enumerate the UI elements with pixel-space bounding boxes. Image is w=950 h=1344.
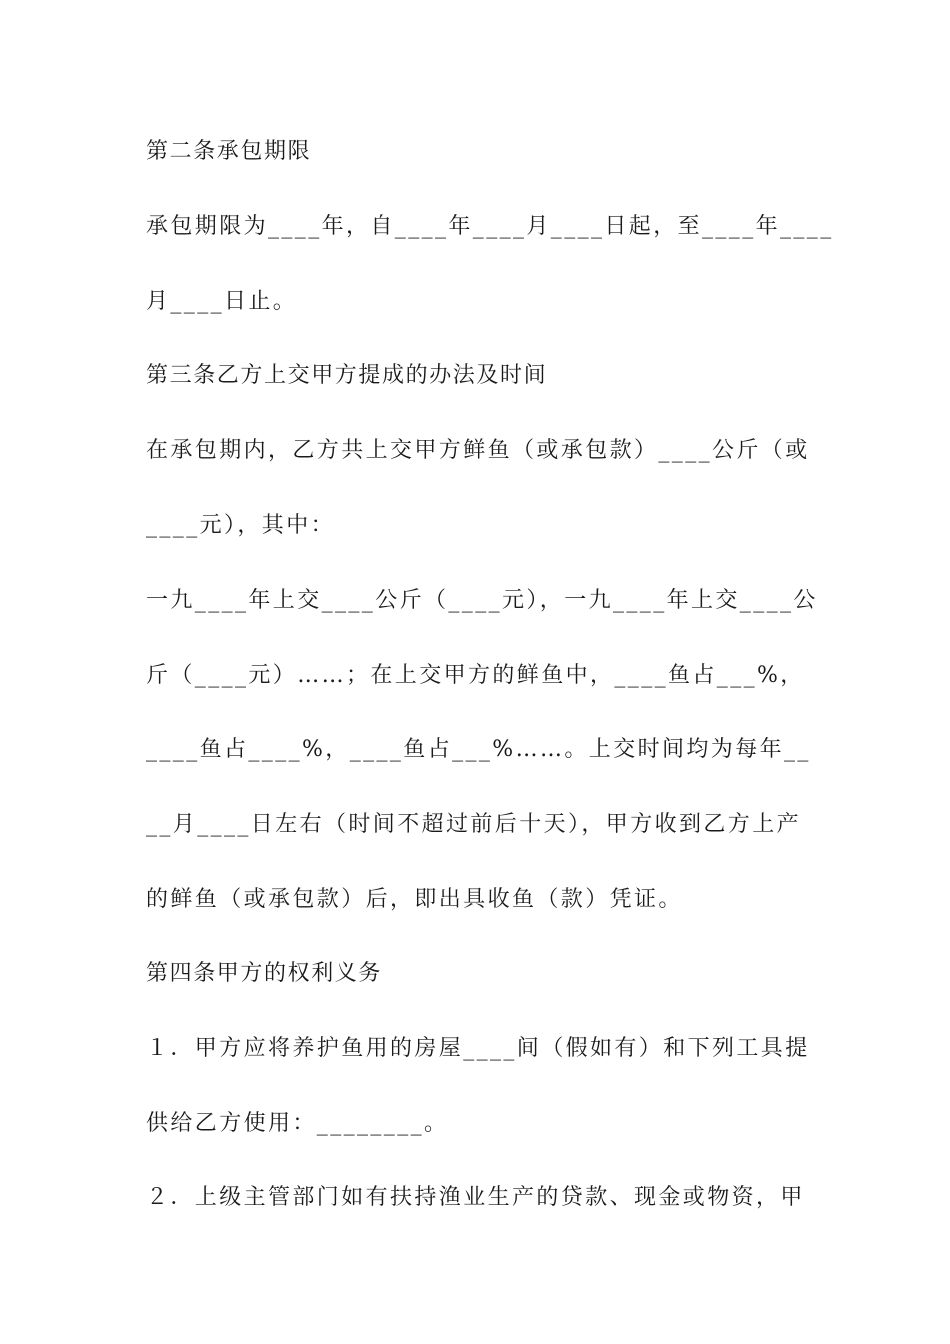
article-3-heading: 第三条乙方上交甲方提成的办法及时间 — [146, 363, 548, 388]
text-line: __月____日左右（时间不超过前后十天），甲方收到乙方上产 — [146, 812, 802, 837]
article-4-heading: 第四条甲方的权利义务 — [146, 961, 383, 986]
text-line: １．甲方应将养护鱼用的房屋____间（假如有）和下列工具提 — [146, 1036, 810, 1061]
text-line: ２．上级主管部门如有扶持渔业生产的贷款、现金或物资，甲 — [146, 1185, 805, 1210]
text-line: 月____日止。 — [146, 289, 298, 314]
text-line: 在承包期内，乙方共上交甲方鲜鱼（或承包款）____公斤（或 — [146, 438, 810, 463]
text-line: ____元），其中： — [146, 513, 336, 538]
text-line: ____鱼占____%，____鱼占___%……。上交时间均为每年__ — [146, 737, 811, 762]
text-line: 的鲜鱼（或承包款）后，即出具收鱼（款）凭证。 — [146, 887, 683, 912]
text-line: 斤（____元）……；在上交甲方的鲜鱼中，____鱼占___%， — [146, 663, 805, 688]
text-line: 承包期限为____年，自____年____月____日起，至____年____ — [146, 214, 834, 239]
text-line: 供给乙方使用：________。 — [146, 1111, 449, 1136]
article-2-heading: 第二条承包期限 — [146, 139, 312, 164]
text-line: 一九____年上交____公斤（____元），一九____年上交____公 — [146, 588, 818, 613]
